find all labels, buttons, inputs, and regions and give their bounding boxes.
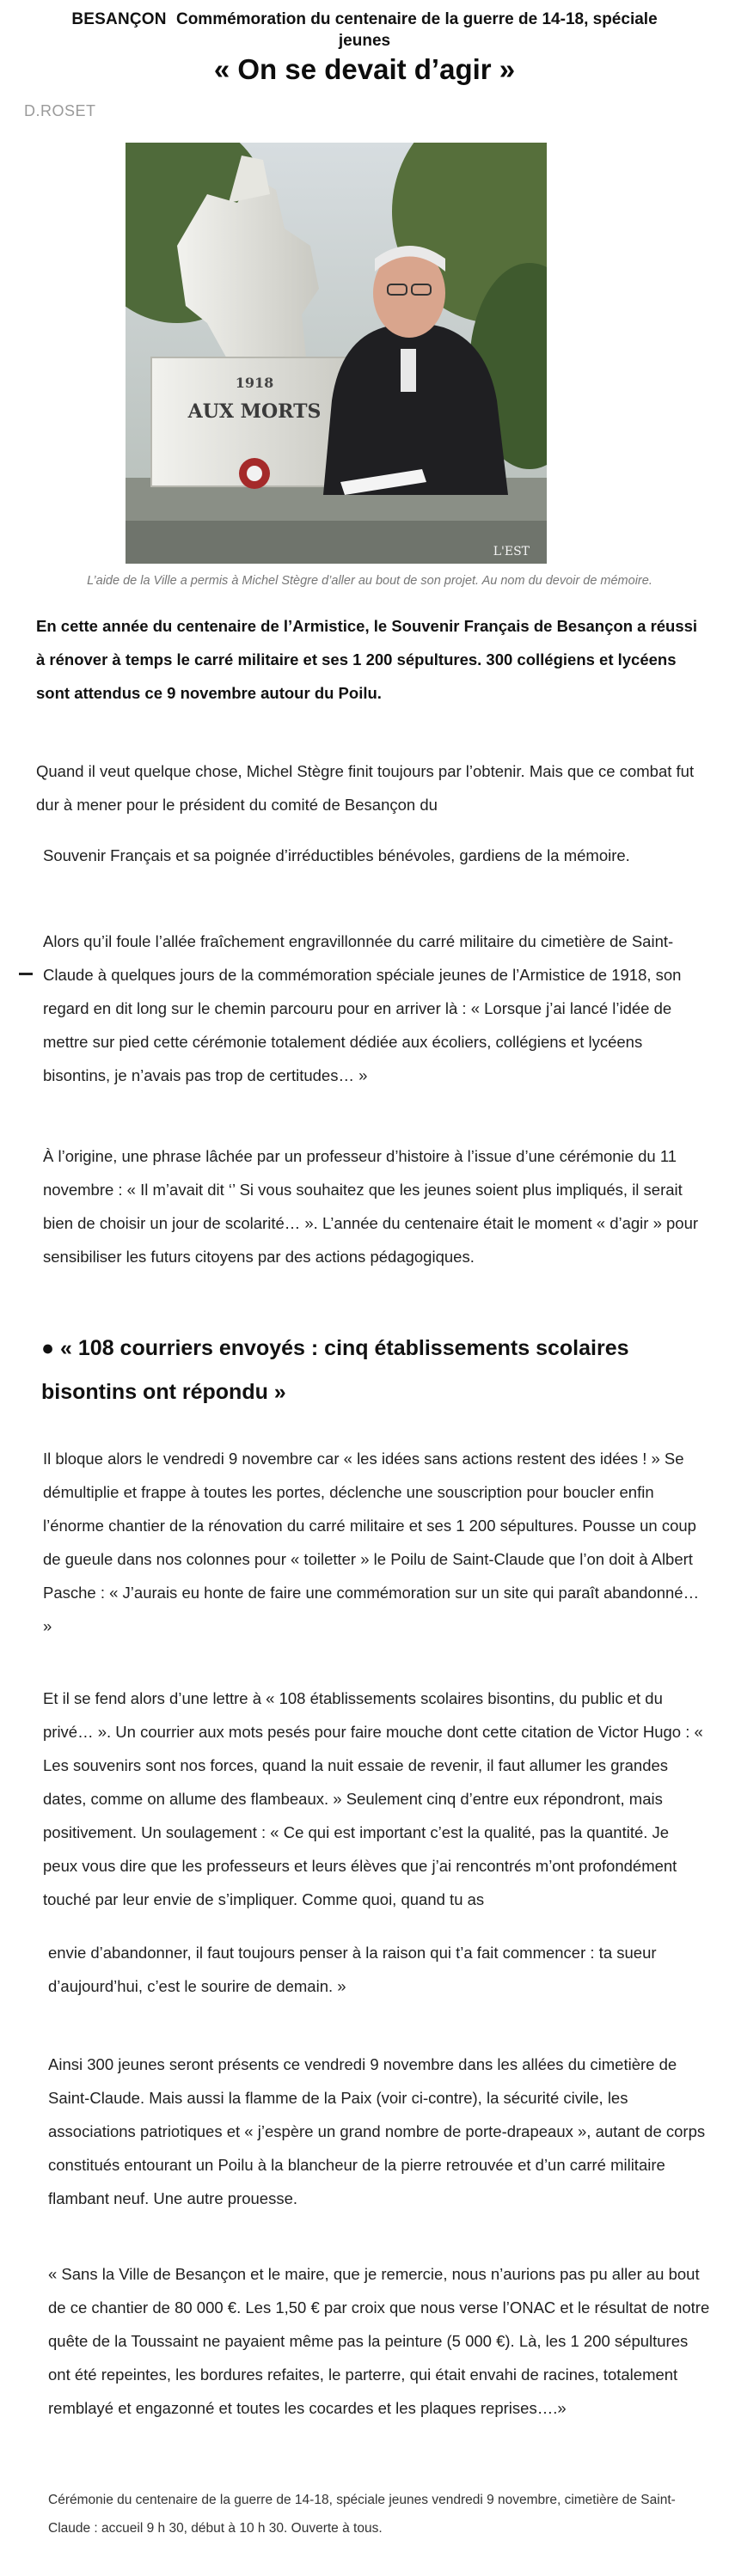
article-kicker bbox=[0, 9, 729, 52]
monument-inscription: AUX MORTS bbox=[187, 400, 322, 423]
paragraph-2: Alors qu’il foule l’allée fraîchement engravillonnée du carré militaire du cimetière de Saint-Claude à quelques jours de la commémoration spéciale jeunes de l’Armistice de 1918, son regard en dit long sur le chemin parcouru pour en arriver là : « Lorsque j’ai lancé l’idée de mettre sur pied cette cérémonie totalement dédiée aux écoliers, collégiens et lycéens bisontins, je n’avais pas trop de certitudes… » bbox=[43, 932, 682, 1084]
article-photo bbox=[126, 143, 547, 564]
paragraph-4: Il bloque alors le vendredi 9 novembre car « les idées sans actions restent des idées ! » Se démultiplie et frappe à toutes les portes, déclenche une souscription pour boucler enfin l’énorme chantier de la rénovation du carré militaire et ses 1 200 sépultures. Pousse un coup de gueule dans nos colonnes pour « toiletter » le Poilu de Saint-Claude que l’on doit à Albert Pasche : « J’aurais eu honte de faire une commémoration sur un site qui paraît abandonné… » bbox=[43, 1450, 700, 1635]
margin-dash bbox=[19, 973, 33, 975]
article-title: « On se devait d’agir » bbox=[213, 53, 516, 85]
paragraph-5a: Et il se fend alors d’une lettre à « 108 établissements scolaires bisontins, du public et du privé… ». Un courrier aux mots pesés pour faire mouche dont cette citation de Victor Hugo : « Les souvenirs sont nos forces, quand la nuit essaie de revenir, il faut allumer les grandes dates, comme on allume des flambeaux. » Seulement cinq d’entre eux répondront, mais positivement. Un soulagement : « Ce qui est important c’est la qualité, pas la quantité. Je peux vous dire que les professeurs et leurs élèves que j’ai rencontrés m’ont profondément touché par leur envie de s’impliquer. Comme quoi, quand tu as bbox=[43, 1689, 703, 1908]
photo-watermark: L'EST bbox=[493, 545, 530, 559]
photo-credit: D.ROSET bbox=[24, 102, 96, 119]
paragraph-1b: Souvenir Français et sa poignée d’irréductibles bénévoles, gardiens de la mémoire. bbox=[43, 846, 630, 864]
paragraph-6: Ainsi 300 jeunes seront présents ce vendredi 9 novembre dans les allées du cimetière de Saint-Claude. Mais aussi la flamme de la Paix (voir ci-contre), la sécurité civile, les associations patriotiques et « j’espère un grand nombre de porte-drapeaux », autant de corps constitués entourant un Poilu à la blancheur de la pierre retrouvée et d’un carré militaire flambant neuf. Une autre prouesse. bbox=[48, 2055, 706, 2207]
photo-caption: L’aide de la Ville a permis à Michel Stègre d’aller au bout de son projet. Au nom du devoir de mémoire. bbox=[87, 574, 652, 588]
article-header bbox=[0, 0, 729, 86]
paragraph-5b: envie d’abandonner, il faut toujours penser à la raison qui t’a fait commencer : ta sueur d’aujourd’hui, c’est le sourire de demain. » bbox=[48, 1944, 657, 1995]
ceremony-info-note: Cérémonie du centenaire de la guerre de 14-18, spéciale jeunes vendredi 9 novembre, cimetière de Saint-Claude : accueil 9 h 30, début à 10 h 30. Ouverte à tous. bbox=[48, 2493, 676, 2536]
paragraph-7: « Sans la Ville de Besançon et le maire, que je remercie, nous n’aurions pas pu aller au bout de ce chantier de 80 000 €. Les 1,50 € par croix que nous verse l’ONAC et le résultat de notre quête de la Toussaint ne payaient même pas la peinture (5 000 €). Là, les 1 200 sépultures ont été repeintes, les bordures refaites, le parterre, qui était envahi de racines, totalement remblayé et engazonné et toutes les cocardes et les plaques reprises….» bbox=[48, 2265, 710, 2417]
location-label: BESANÇON bbox=[71, 10, 167, 28]
paragraph-3: À l’origine, une phrase lâchée par un professeur d’histoire à l’issue d’une cérémonie du 11 novembre : « Il m’avait dit ‘’ Si vous souhaitez que les jeunes soient plus impliqués, il serait bien de choisir un jour de scolarité… ». L’année du centenaire était le moment « d’agir » pour sensibiliser les futurs citoyens par des actions pédagogiques. bbox=[43, 1147, 699, 1266]
monument-year: 1918 bbox=[235, 375, 274, 391]
article-lead: En cette année du centenaire de l’Armistice, le Souvenir Français de Besançon a réussi à rénover à temps le carré militaire et ses 1 200 sépultures. 300 collégiens et lycéens sont attendus ce 9 novembre autour du Poilu. bbox=[36, 617, 698, 702]
photo-illustration bbox=[126, 143, 547, 564]
kicker-line-2: jeunes bbox=[338, 32, 391, 50]
paragraph-1a: Quand il veut quelque chose, Michel Stègre finit toujours par l’obtenir. Mais que ce combat fut dur à mener pour le président du comité de Besançon du bbox=[36, 762, 695, 814]
article-subheading: ● « 108 courriers envoyés : cinq établissements scolaires bisontins ont répondu » bbox=[41, 1336, 629, 1404]
kicker-line-1: Commémoration du centenaire de la guerre de 14-18, spéciale bbox=[175, 10, 658, 28]
